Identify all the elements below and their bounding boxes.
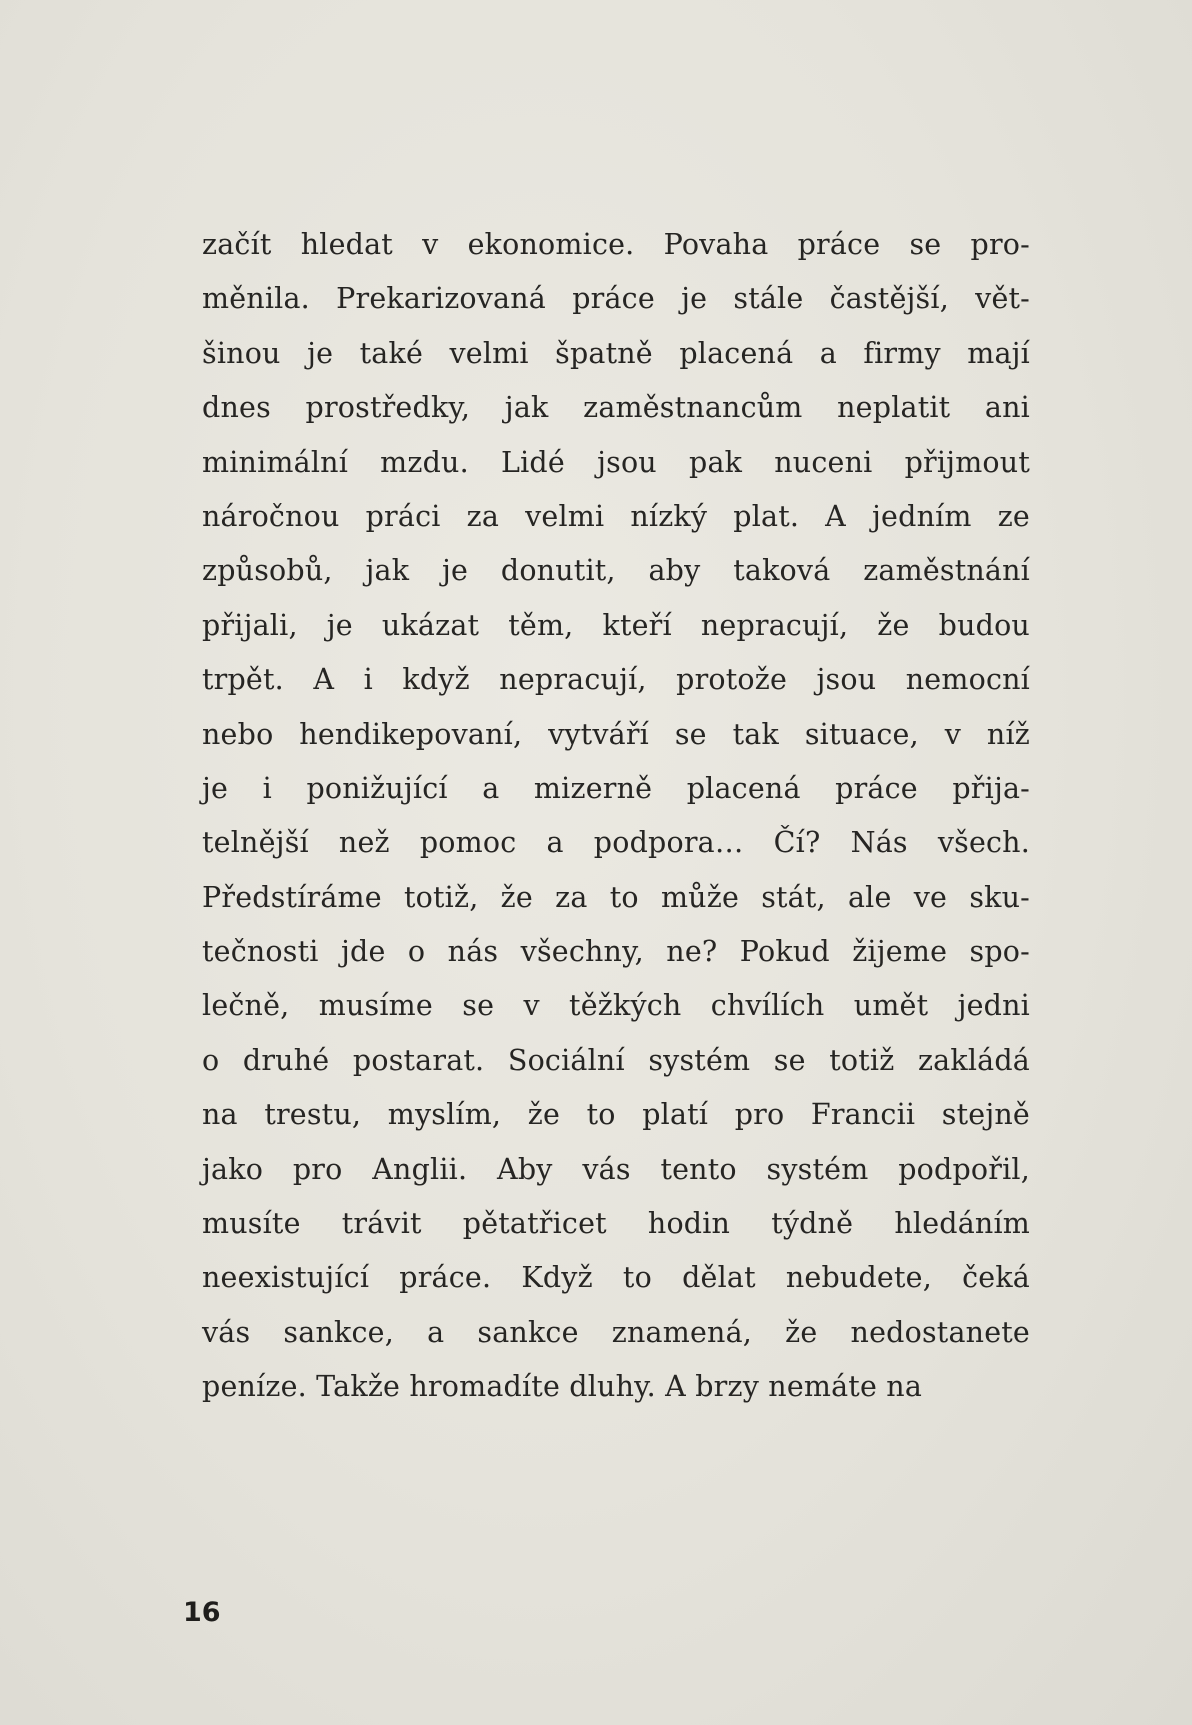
text-line: tečnosti jde o nás všechny, ne? Pokud žijeme spo- <box>202 935 1030 969</box>
text-line: lečně, musíme se v těžkých chvílích umět jedni <box>202 989 1030 1023</box>
text-line: telnější než pomoc a podpora… Čí? Nás všech. <box>202 826 1030 860</box>
text-line: nebo hendikepovaní, vytváří se tak situace, v níž <box>202 717 1030 751</box>
text-line: začít hledat v ekonomice. Povaha práce se pro- <box>202 228 1030 261</box>
text-line: jako pro Anglii. Aby vás tento systém podpořil, <box>202 1152 1030 1186</box>
text-line: vás sankce, a sankce znamená, že nedostanete <box>202 1315 1030 1349</box>
text-line: měnila. Prekarizovaná práce je stále častější, vět- <box>202 282 1030 316</box>
text-line: způsobů, jak je donutit, aby taková zaměstnání <box>202 554 1030 588</box>
body-text <box>202 218 1030 1415</box>
page-number: 16 <box>183 1597 221 1628</box>
text-line: přijali, je ukázat těm, kteří nepracují, že budou <box>202 608 1030 642</box>
text-line: musíte trávit pětatřicet hodin týdně hledáním <box>202 1207 1030 1241</box>
text-line: Předstíráme totiž, že za to může stát, ale ve sku- <box>202 880 1030 914</box>
text-line: na trestu, myslím, že to platí pro Francii stejně <box>202 1098 1030 1132</box>
text-line: dnes prostředky, jak zaměstnancům neplatit ani <box>202 391 1030 425</box>
text-line: neexistující práce. Když to dělat nebudete, čeká <box>202 1261 1030 1295</box>
text-line: o druhé postarat. Sociální systém se totiž zakládá <box>202 1043 1030 1077</box>
text-line: trpět. A i když nepracují, protože jsou nemocní <box>202 663 1030 697</box>
text-line: minimální mzdu. Lidé jsou pak nuceni přijmout <box>202 445 1030 479</box>
text-line: peníze. Takže hromadíte dluhy. A brzy nemáte na <box>202 1370 923 1404</box>
text-line: je i ponižující a mizerně placená práce přija- <box>202 771 1030 805</box>
text-line: náročnou práci za velmi nízký plat. A jedním ze <box>202 499 1030 533</box>
text-line: šinou je také velmi špatně placená a firmy mají <box>202 336 1030 370</box>
